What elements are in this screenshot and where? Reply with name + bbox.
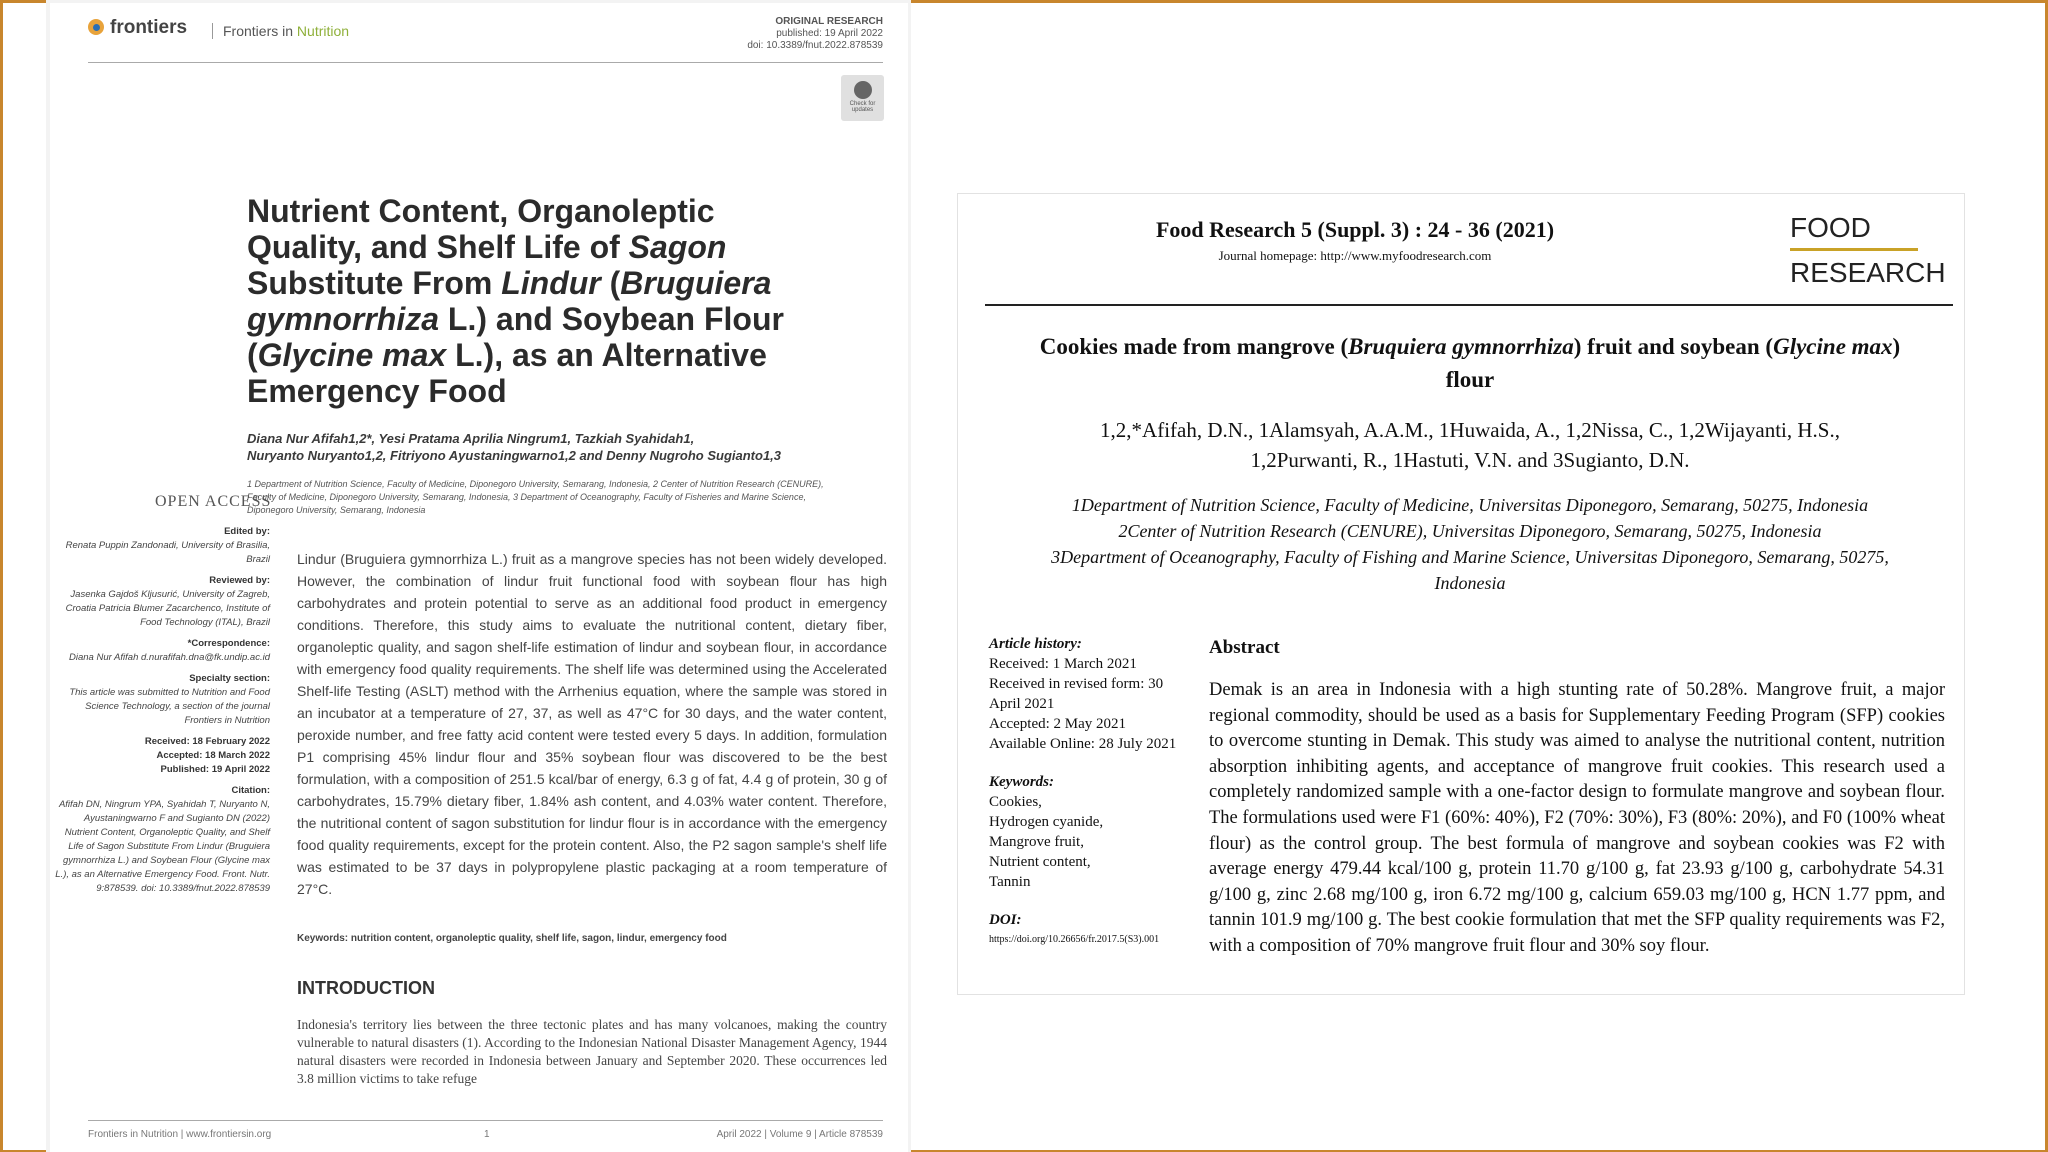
title-part: Nutrient Content, Organoleptic Quality, and Shelf Life of (247, 193, 715, 265)
frontiers-logo-icon (88, 19, 104, 35)
paper-affiliations: 1 Department of Nutrition Science, Faculty of Medicine, Diponegoro University, Semarang, Indonesia, 2 Center of Nutrition Research (CENURE), Faculty of Medicine, Diponegoro University, Semarang, Indonesia, 3 Department of Oceanography, Faculty of Fisheries and Marine Science, Diponegoro University, Semarang, Indonesia (247, 479, 824, 515)
doi-header: doi: 10.3389/fnut.2022.878539 (747, 40, 883, 51)
journal-prefix: Frontiers in (223, 23, 294, 39)
paper-abstract: Demak is an area in Indonesia with a high stunting rate of 50.28%. Mangrove fruit, a major regional commodity, should be used as a basis for Supplementary Feeding Program (SFP) cookies to overcome stunting in Demak. This study was aimed to analyse the nutritional content, nutrition absorption inhibiting agents, and acceptance of mangrove fruit cookies. This research used a completely randomized sample with a one-factor design to formulate mangrove and soybean flour. The formulations used were F1 (60%: 40%), F2 (70%: 30%), F3 (80%: 20%), and F0 (100% wheat flour) as the control group. The best formula of mangrove and soybean cookies was F2 with average energy 479.44 kcal/100 g, protein 11.70 g/100 g, fat 23.93 g/100 g, carbohydrate 54.31 g/100 g, zinc 2.68 mg/100 g, iron 6.72 mg/100 g, calcium 659.03 mg/100 g, HCN 1.77 ppm, and tannin 101.9 mg/100 g. The best cookie formulation that met the SFP quality requirements was F2, with a composition of 70% mangrove fruit flour and 30% soy flour. (1209, 680, 1945, 956)
sidebar-heading: Published: 19 April 2022 (160, 764, 270, 775)
intro-text: Indonesia's territory lies between the three tectonic plates and has many volcanoes, making the country vulnerable to natural disasters (1). According to the Indonesian National Disaster Management Agency, 1944 natural disasters were recorded in Indonesia between January and September 2020. These occurrences led 3.8 million victims to take refuge (297, 1017, 887, 1086)
affiliation: 3Department of Oceanography, Faculty of Fishing and Marine Science, Universitas Diponegoro, Semarang, 50275, Indonesia (1051, 547, 1889, 593)
authors-line: Diana Nur Afifah1,2*, Yesi Pratama Aprilia Ningrum1, Tazkiah Syahidah1, (247, 431, 695, 446)
journal-name (212, 23, 349, 39)
title-part: Bruquiera gymnorrhiza (1348, 334, 1574, 359)
title-part: Lindur (501, 265, 601, 301)
sidebar-heading: *Correspondence: (187, 638, 270, 649)
keywords-heading: Keywords: (989, 774, 1054, 790)
food-research-logo-top: FOOD (1790, 212, 1871, 243)
doi-link[interactable]: https://doi.org/10.26656/fr.2017.5(S3).001 (989, 934, 1160, 945)
journal-homepage: Journal homepage: http://www.myfoodresearch.com (1218, 248, 1492, 263)
title-part: Bruguiera gymnorrhiza (247, 265, 772, 337)
check-updates-label: Check for updates (849, 101, 876, 113)
sidebar-heading: Citation: (231, 785, 270, 796)
footer-journal: Frontiers in Nutrition | www.frontiersin.org (88, 1129, 272, 1140)
intro-heading: INTRODUCTION (297, 978, 435, 998)
header-rule (985, 304, 1953, 306)
paper-keywords: Keywords: nutrition content, organoleptic quality, shelf life, sagon, lindur, emergency food (297, 933, 727, 944)
frame-border-left (0, 0, 3, 1152)
history-item: Available Online: 28 July 2021 (989, 736, 1177, 752)
title-part: Glycine max (1773, 334, 1893, 359)
affiliation: 2Center of Nutrition Research (CENURE), Universitas Diponegoro, Semarang, 50275, Indonesia (1118, 521, 1822, 541)
journal-header: Food Research 5 (Suppl. 3) : 24 - 36 (2021) (1155, 217, 1555, 242)
keyword: Tannin (989, 874, 1031, 890)
published-date: published: 19 April 2022 (776, 28, 883, 39)
frontiers-logo (88, 17, 187, 39)
title-part: Cookies made from mangrove ( (1039, 334, 1349, 359)
title-part: ) flour (1445, 334, 1901, 392)
history-item: Accepted: 2 May 2021 (989, 716, 1127, 732)
authors-line: Nuryanto Nuryanto1,2, Fitriyono Ayustaningwarno1,2 and Denny Nugroho Sugianto1,3 (247, 448, 782, 463)
title-part: Sagon (628, 229, 727, 265)
history-item: Received in revised form: 30 April 2021 (989, 676, 1164, 712)
keyword: Mangrove fruit, (989, 834, 1084, 850)
paper-title (247, 193, 837, 409)
journal-section: Nutrition (296, 23, 350, 39)
title-part: ( (600, 265, 621, 301)
title-part: ) fruit and soybean ( (1573, 334, 1774, 359)
article-history-heading: Article history: (989, 636, 1082, 652)
footer-volume: April 2022 | Volume 9 | Article 878539 (716, 1129, 883, 1140)
paper-abstract: Lindur (Bruguiera gymnorrhiza L.) fruit as a mangrove species has not been widely developed. However, the combination of lindur fruit functional food with soybean flour has high carbohydrates and protein potential to serve as an additional food product in emergency conditions. Therefore, this study aims to evaluate the nutritional content, dietary fiber, organoleptic quality, and sagon shelf-life estimation of lindur and soybean flour, in accordance with emergency food quality requirements. The shelf life was determined using the Accelerated Shelf-life Testing (ASLT) method with the Arrhenius equation, where the sample was stored in an incubator at a temperature of 27, 37, as well as 47°C for 30 days, and the water content, peroxide number, and free fatty acid content were tested every 5 days. In addition, formulation P1 comprising 45% lindur flour and 35% soybean flour was discovered to be the best formulation, with a composition of 251.5 kcal/bar of energy, 6.3 g of fat, 4.4 g of protein, 30 g of carbohydrates, 15.79% dietary fiber, 1.84% ash content, and 4.03% water content. Therefore, the nutritional content of sagon substitution for lindur flour is in accordance with the emergency food quality requirements, except for the protein content. Also, the P2 sagon sample's shelf life was estimated to be 37 days in polypropylene plastic packaging at a room temperature of 27°C. (297, 551, 887, 897)
authors-line: 1,2,*Afifah, D.N., 1Alamsyah, A.A.M., 1Huwaida, A., 1,2Nissa, C., 1,2Wijayanti, H.S., (1100, 418, 1840, 442)
history-item: Received: 1 March 2021 (989, 656, 1137, 672)
title-part: L.), as an Alternative Emergency Food (247, 337, 767, 409)
logo-divider (1790, 248, 1918, 251)
sidebar-text: Afifah DN, Ningrum YPA, Syahidah T, Nuryanto N, Ayustaningwarno F and Sugianto DN (2022) Nutrient Content, Organoleptic Quality, and Shelf Life of Sagon Substitute From Lindur (Bruguiera gymnorrhiza L.) and Soybean Flour (Glycine max L.), as an Alternative Emergency Food. Front. Nutr. 9:878539. doi: 10.3389/fnut.2022.878539 (55, 799, 270, 894)
footer-divider (88, 1120, 883, 1121)
sidebar-text: This article was submitted to Nutrition and Food Science Technology, a section of the journal Frontiers in Nutrition (69, 687, 270, 726)
check-for-updates-badge[interactable] (841, 75, 884, 121)
update-icon (854, 81, 872, 99)
open-access-label: OPEN ACCESS (155, 493, 272, 510)
sidebar-text: Diana Nur Afifah d.nurafifah.dna@fk.undip.ac.id (69, 652, 270, 663)
article-type: ORIGINAL RESEARCH (775, 16, 883, 27)
authors-line: 1,2Purwanti, R., 1Hastuti, V.N. and 3Sugianto, D.N. (1250, 448, 1690, 472)
sidebar-heading: Received: 18 February 2022 (144, 736, 270, 747)
doi-heading: DOI: (989, 912, 1022, 928)
paper-authors (247, 430, 837, 464)
sidebar-heading: Edited by: (224, 526, 270, 537)
paper-title (1025, 330, 1915, 396)
article-info-sidebar (989, 634, 1189, 950)
title-part: Substitute From (247, 265, 502, 301)
title-part: L.) and Soybean Flour ( (247, 301, 784, 373)
sidebar-text: Renata Puppin Zandonadi, University of Brasilia, Brazil (65, 540, 270, 565)
keyword: Nutrient content, (989, 854, 1091, 870)
footer-page-number: 1 (484, 1129, 490, 1140)
food-research-logo-bottom: RESEARCH (1790, 257, 1946, 288)
title-part: Glycine max (257, 337, 447, 373)
affiliation: 1Department of Nutrition Science, Faculty of Medicine, Universitas Diponegoro, Semarang, 50275, Indonesia (1071, 495, 1869, 515)
paper-authors (1025, 415, 1915, 475)
sidebar-heading: Accepted: 18 March 2022 (156, 750, 270, 761)
keyword: Cookies, (989, 794, 1042, 810)
header-divider (88, 62, 883, 63)
abstract-heading: Abstract (1209, 637, 1280, 658)
article-meta-header (747, 16, 883, 52)
sidebar-heading: Specialty section: (189, 673, 270, 684)
sidebar-heading: Reviewed by: (209, 575, 270, 586)
sidebar-text: Jasenka Gajdoš Kljusurić, University of Zagreb, Croatia Patricia Blumer Zacarchenco, Institute of Food Technology (ITAL), Brazil (65, 589, 270, 628)
publisher-name: frontiers (110, 17, 188, 38)
paper-affiliations (1025, 492, 1915, 596)
keyword: Hydrogen cyanide, (989, 814, 1104, 830)
frontiers-paper-page (50, 3, 908, 1152)
article-sidebar (50, 525, 270, 896)
